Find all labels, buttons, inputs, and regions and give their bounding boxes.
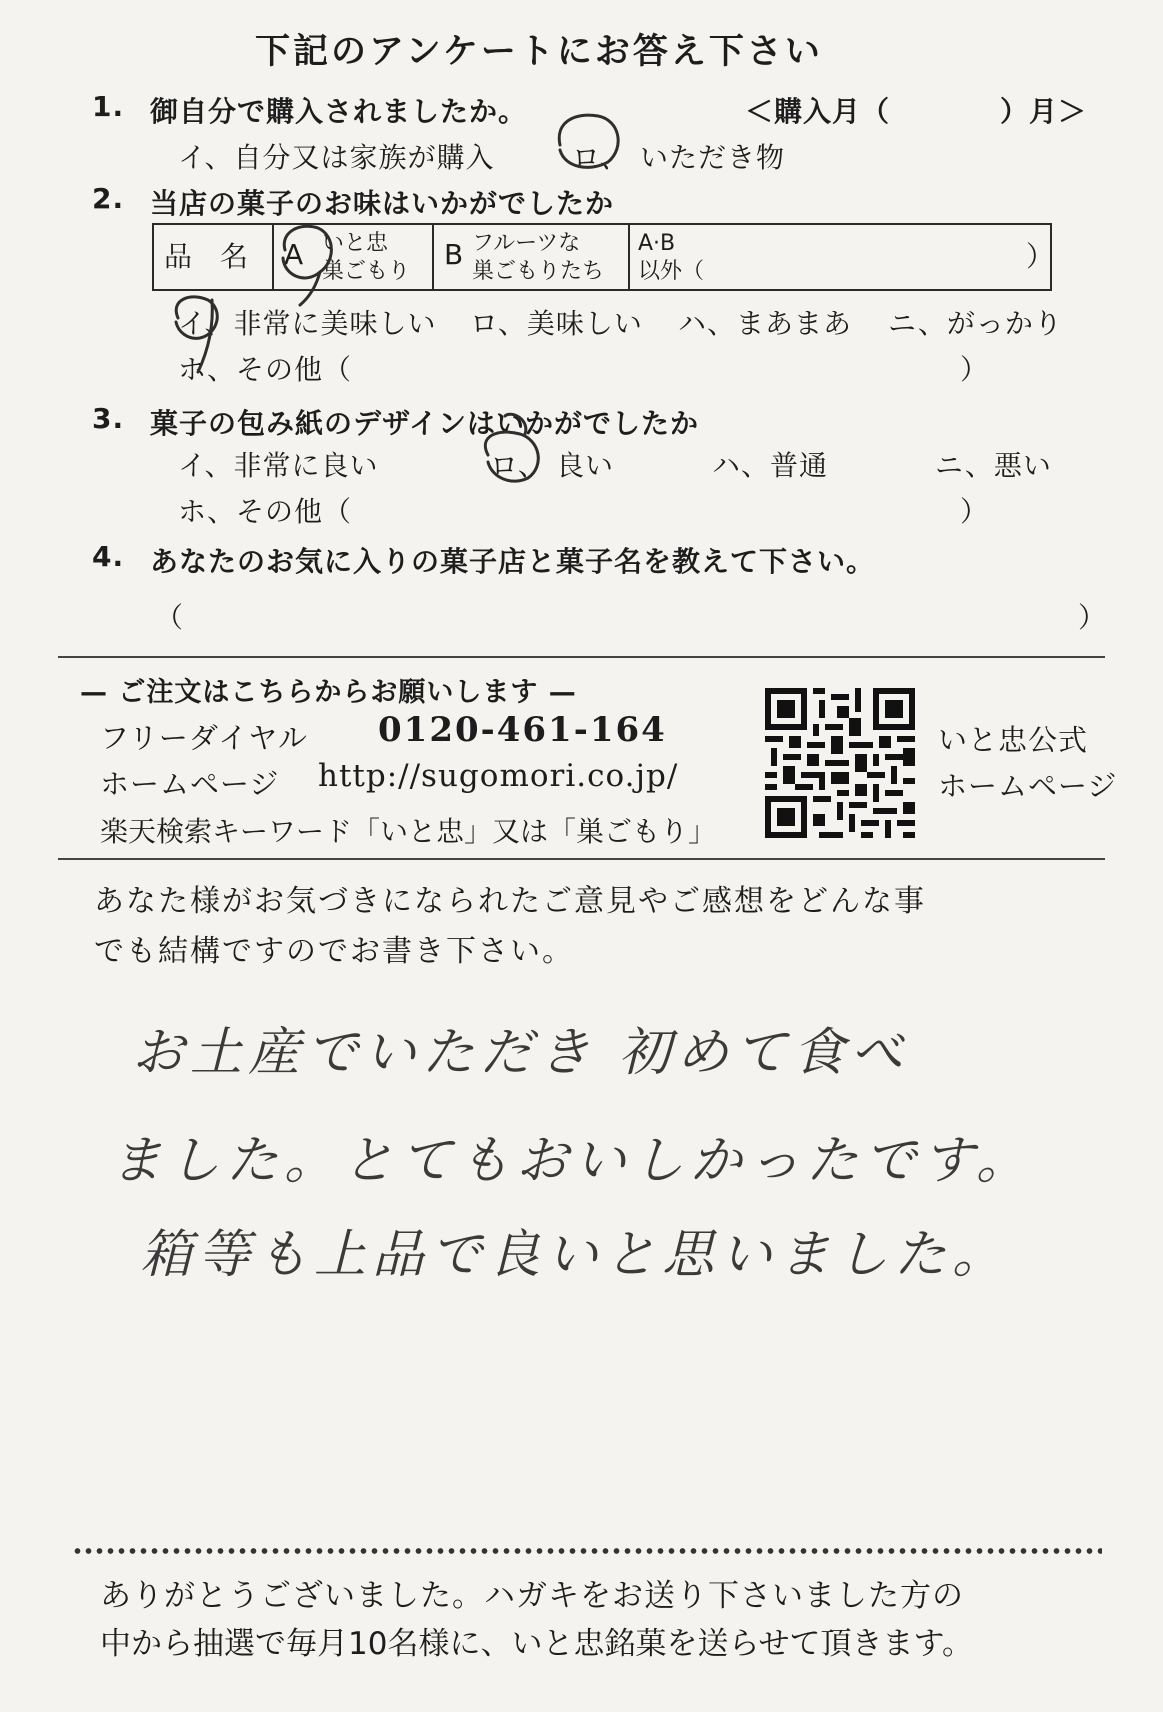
q3-option-ro[interactable]: ロ、: [490, 449, 547, 482]
q2-option-ha[interactable]: ハ、まあまあ: [678, 307, 853, 340]
q1-month-prefix: ＜購入月（: [745, 95, 891, 128]
survey-title: 下記のアンケートにお答え下さい: [255, 32, 823, 72]
handwritten-comment-line2: ました。とてもおいしかったです。: [110, 1131, 1034, 1191]
comment-prompt-line1: あなた様がお気づきになられたご意見やご感想をどんな事: [94, 884, 926, 919]
q2-number: 2.: [92, 182, 125, 215]
q3-option-ho-close: ）: [960, 495, 990, 528]
homepage-url[interactable]: http://sugomori.co.jp/: [318, 758, 679, 794]
free-dial-number[interactable]: 0120-461-164: [378, 710, 667, 750]
table-a-line1: いと忠: [322, 231, 389, 256]
q3-option-ha[interactable]: ハ、普通: [712, 449, 829, 482]
divider-order-top: [58, 656, 1105, 658]
footer-line2: 中から抽選で毎月10名様に、いと忠銘菓を送らせて頂きます。: [100, 1626, 974, 1662]
q2-option-i[interactable]: イ、非常に美味しい: [178, 307, 437, 340]
q3-option-ro-text: 良い: [556, 449, 615, 482]
table-ab-line2: 以外（: [638, 259, 705, 284]
q1-question: 御自分で購入されましたか。: [150, 95, 528, 128]
q3-option-ni[interactable]: ニ、悪い: [935, 449, 1052, 482]
qr-code-icon[interactable]: [765, 688, 915, 838]
table-b-letter[interactable]: B: [444, 238, 464, 271]
q3-number: 3.: [92, 402, 125, 435]
q2-option-ho-close: ）: [960, 353, 990, 386]
q3-option-i[interactable]: イ、非常に良い: [178, 449, 379, 482]
q2-option-ni[interactable]: ニ、がっかり: [888, 307, 1063, 340]
footer-line1: ありがとうございました。ハガキをお送り下さいました方の: [100, 1578, 964, 1614]
homepage-label: ホームページ: [100, 767, 280, 801]
q1-option-i[interactable]: イ、自分又は家族が購入: [178, 141, 495, 174]
q3-question: 菓子の包み紙のデザインはいかがでしたか: [150, 407, 700, 440]
q2-option-ro[interactable]: ロ、美味しい: [470, 307, 643, 340]
table-a-line2: 巣ごもり: [322, 259, 411, 284]
free-dial-label: フリーダイヤル: [100, 721, 308, 755]
qr-caption-line2: ホームページ: [938, 769, 1118, 803]
q1-option-ro-text: いただき物: [640, 141, 786, 174]
table-ab-line1: A·B: [638, 231, 676, 256]
divider-order-bottom: [58, 858, 1105, 860]
q2-option-ho[interactable]: ホ、その他（: [178, 353, 353, 386]
q4-question: あなたのお気に入りの菓子店と菓子名を教えて下さい。: [150, 545, 876, 578]
q1-option-ro[interactable]: ロ、: [572, 141, 629, 174]
product-table: [152, 223, 1055, 291]
table-b-line1: フルーツな: [472, 231, 581, 256]
q4-answer-close: ）: [1078, 601, 1108, 634]
q1-number: 1.: [92, 90, 125, 123]
handwritten-comment-line3: 箱等も上品で良いと思いました。: [140, 1225, 1011, 1285]
rakuten-keyword: 楽天検索キーワード「いと忠」又は「巣ごもり」: [100, 815, 717, 848]
q1-month-suffix: ）月＞: [1000, 95, 1088, 128]
q3-option-ho[interactable]: ホ、その他（: [178, 495, 353, 528]
table-hinmei: 品 名: [164, 240, 249, 273]
table-a-letter[interactable]: A: [284, 238, 304, 271]
q4-number: 4.: [92, 540, 125, 573]
table-b-line2: 巣ごもりたち: [472, 259, 605, 284]
order-heading: — ご注文はこちらからお願いします —: [80, 677, 577, 708]
dotted-divider: [72, 1546, 1102, 1556]
handwritten-comment-line1: お土産でいただき 初めて食べ: [132, 1023, 909, 1083]
q4-answer-open[interactable]: （: [155, 601, 185, 634]
qr-caption-line1: いと忠公式: [938, 723, 1089, 757]
table-ab-close: ）: [1026, 240, 1055, 273]
comment-prompt-line2: でも結構ですのでお書き下さい。: [94, 934, 574, 969]
q2-question: 当店の菓子のお味はいかがでしたか: [150, 187, 615, 220]
